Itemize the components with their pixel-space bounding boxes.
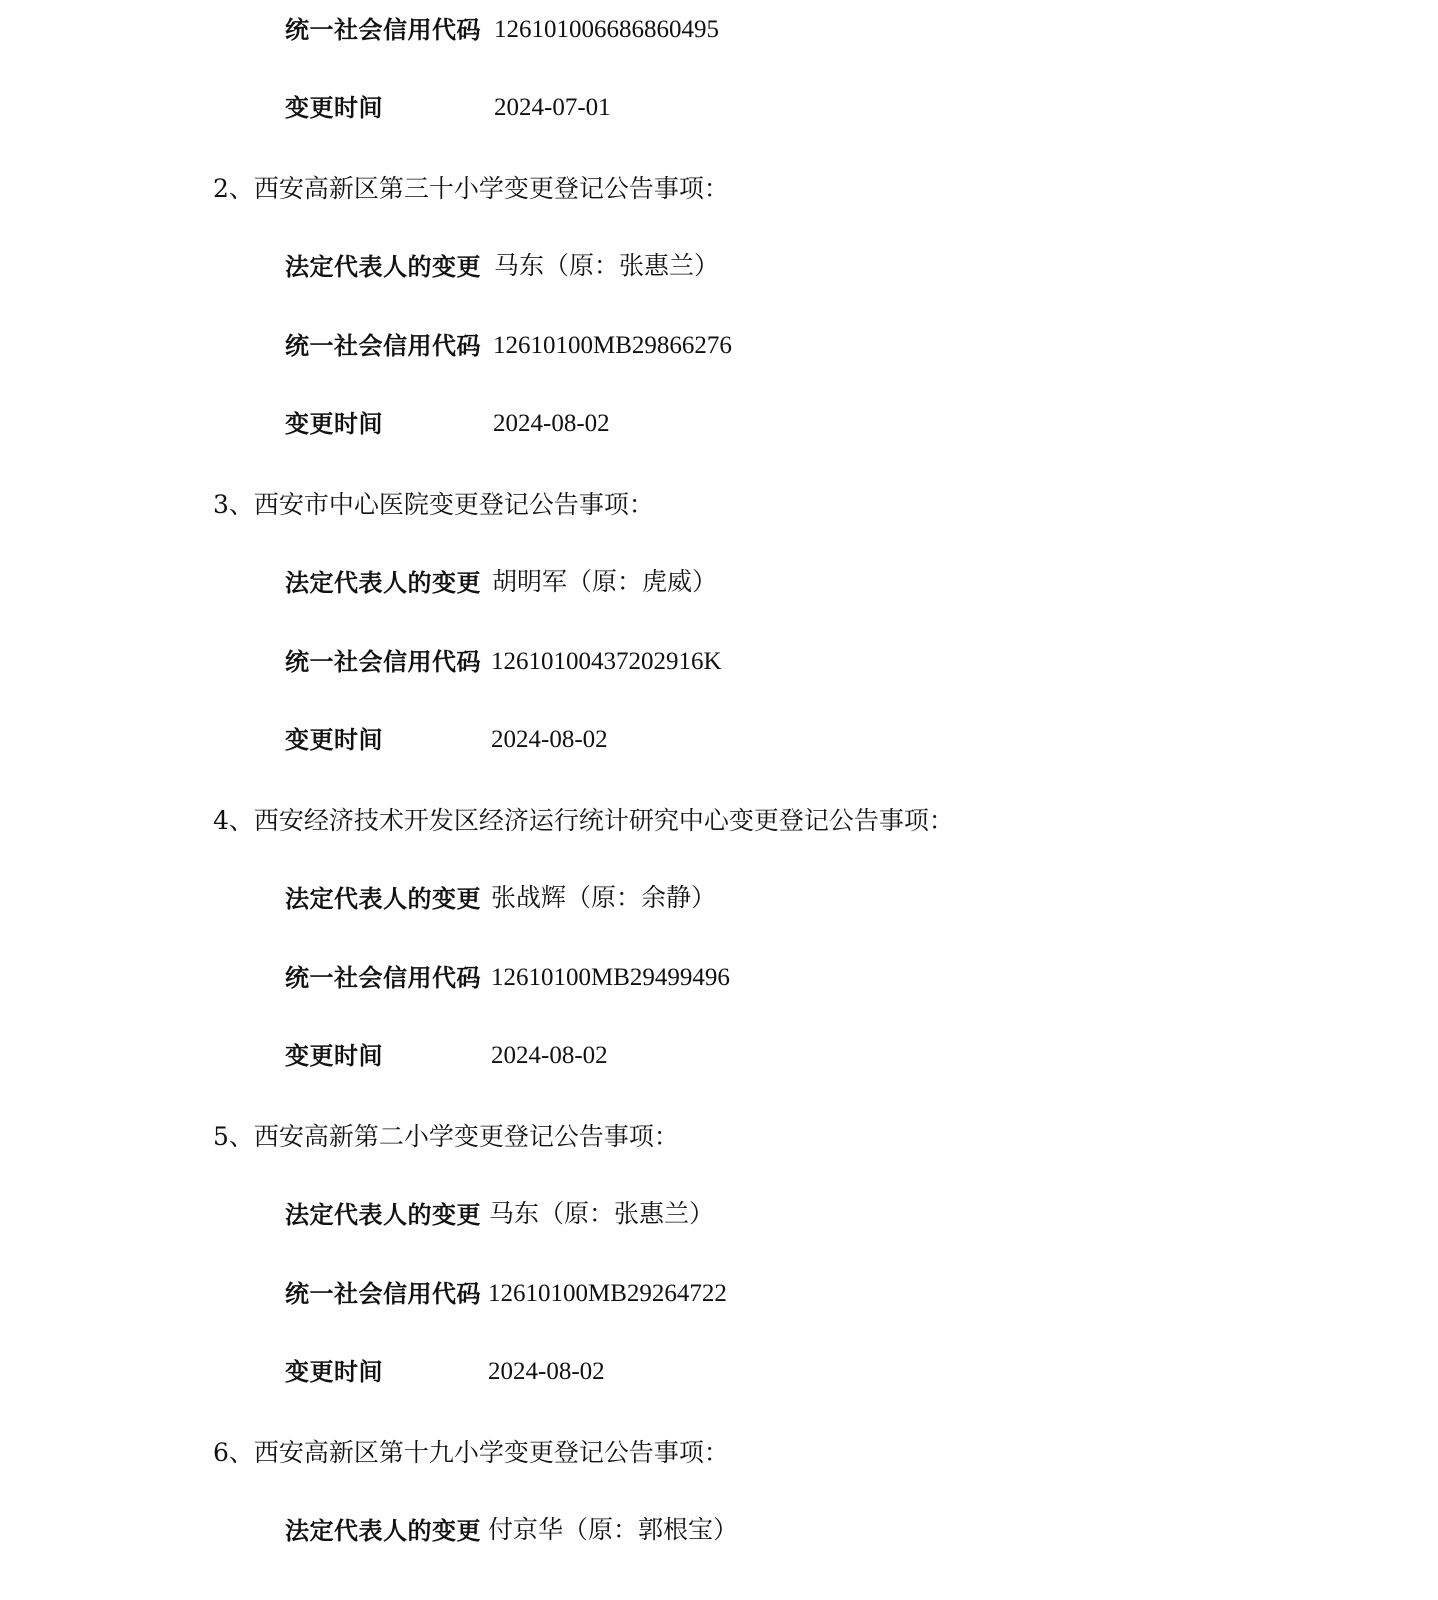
code-label: 统一社会信用代码 — [285, 648, 481, 676]
time-value: 2024-08-02 — [491, 726, 608, 753]
code-label: 统一社会信用代码 — [285, 964, 481, 992]
rep-value: 张战辉（原：余静） — [491, 885, 717, 912]
rep-row-3 — [285, 563, 718, 603]
code-label: 统一社会信用代码 — [285, 1280, 481, 1308]
rep-row-4 — [285, 879, 717, 919]
code-row-2 — [285, 326, 732, 366]
time-label: 变更时间 — [285, 1042, 383, 1070]
entry-heading-2: 2、西安高新区第三十小学变更登记公告事项： — [213, 174, 729, 203]
rep-row-6 — [285, 1511, 739, 1551]
code-value: 126101006686860495 — [494, 16, 719, 43]
time-label: 变更时间 — [285, 410, 383, 438]
time-value: 2024-08-02 — [491, 1042, 608, 1069]
time-row-2 — [285, 404, 610, 444]
entry-heading-3: 3、西安市中心医院变更登记公告事项： — [213, 490, 654, 519]
rep-label: 法定代表人的变更 — [285, 253, 481, 281]
rep-value: 马东（原：张惠兰） — [489, 1201, 715, 1228]
code-value: 12610100MB29499496 — [491, 964, 730, 991]
code-value: 12610100MB29866276 — [493, 332, 732, 359]
time-value: 2024-07-01 — [494, 94, 611, 121]
rep-row-5 — [285, 1195, 715, 1235]
rep-label: 法定代表人的变更 — [285, 1517, 481, 1545]
code-row-1 — [285, 10, 719, 50]
rep-label: 法定代表人的变更 — [285, 569, 481, 597]
time-row-5 — [285, 1352, 605, 1392]
code-row-5 — [285, 1274, 727, 1314]
code-value: 12610100437202916K — [491, 648, 722, 675]
code-label: 统一社会信用代码 — [285, 16, 481, 44]
time-row-1 — [285, 88, 611, 128]
entry-heading-6: 6、西安高新区第十九小学变更登记公告事项： — [213, 1438, 729, 1467]
entry-heading-4: 4、西安经济技术开发区经济运行统计研究中心变更登记公告事项： — [213, 806, 954, 835]
rep-value: 马东（原：张惠兰） — [494, 253, 720, 280]
rep-label: 法定代表人的变更 — [285, 885, 481, 913]
time-label: 变更时间 — [285, 94, 383, 122]
entry-heading-5: 5、西安高新第二小学变更登记公告事项： — [213, 1122, 679, 1151]
time-label: 变更时间 — [285, 1358, 383, 1386]
code-label: 统一社会信用代码 — [285, 332, 481, 360]
time-row-4 — [285, 1036, 608, 1076]
rep-value: 付京华（原：郭根宝） — [488, 1517, 739, 1544]
code-value: 12610100MB29264722 — [488, 1280, 727, 1307]
time-value: 2024-08-02 — [493, 410, 610, 437]
code-row-4 — [285, 958, 730, 998]
time-row-3 — [285, 720, 608, 760]
time-label: 变更时间 — [285, 726, 383, 754]
time-value: 2024-08-02 — [488, 1358, 605, 1385]
code-row-3 — [285, 642, 722, 682]
rep-label: 法定代表人的变更 — [285, 1201, 481, 1229]
rep-value: 胡明军（原：虎威） — [492, 569, 718, 596]
rep-row-2 — [285, 247, 720, 287]
